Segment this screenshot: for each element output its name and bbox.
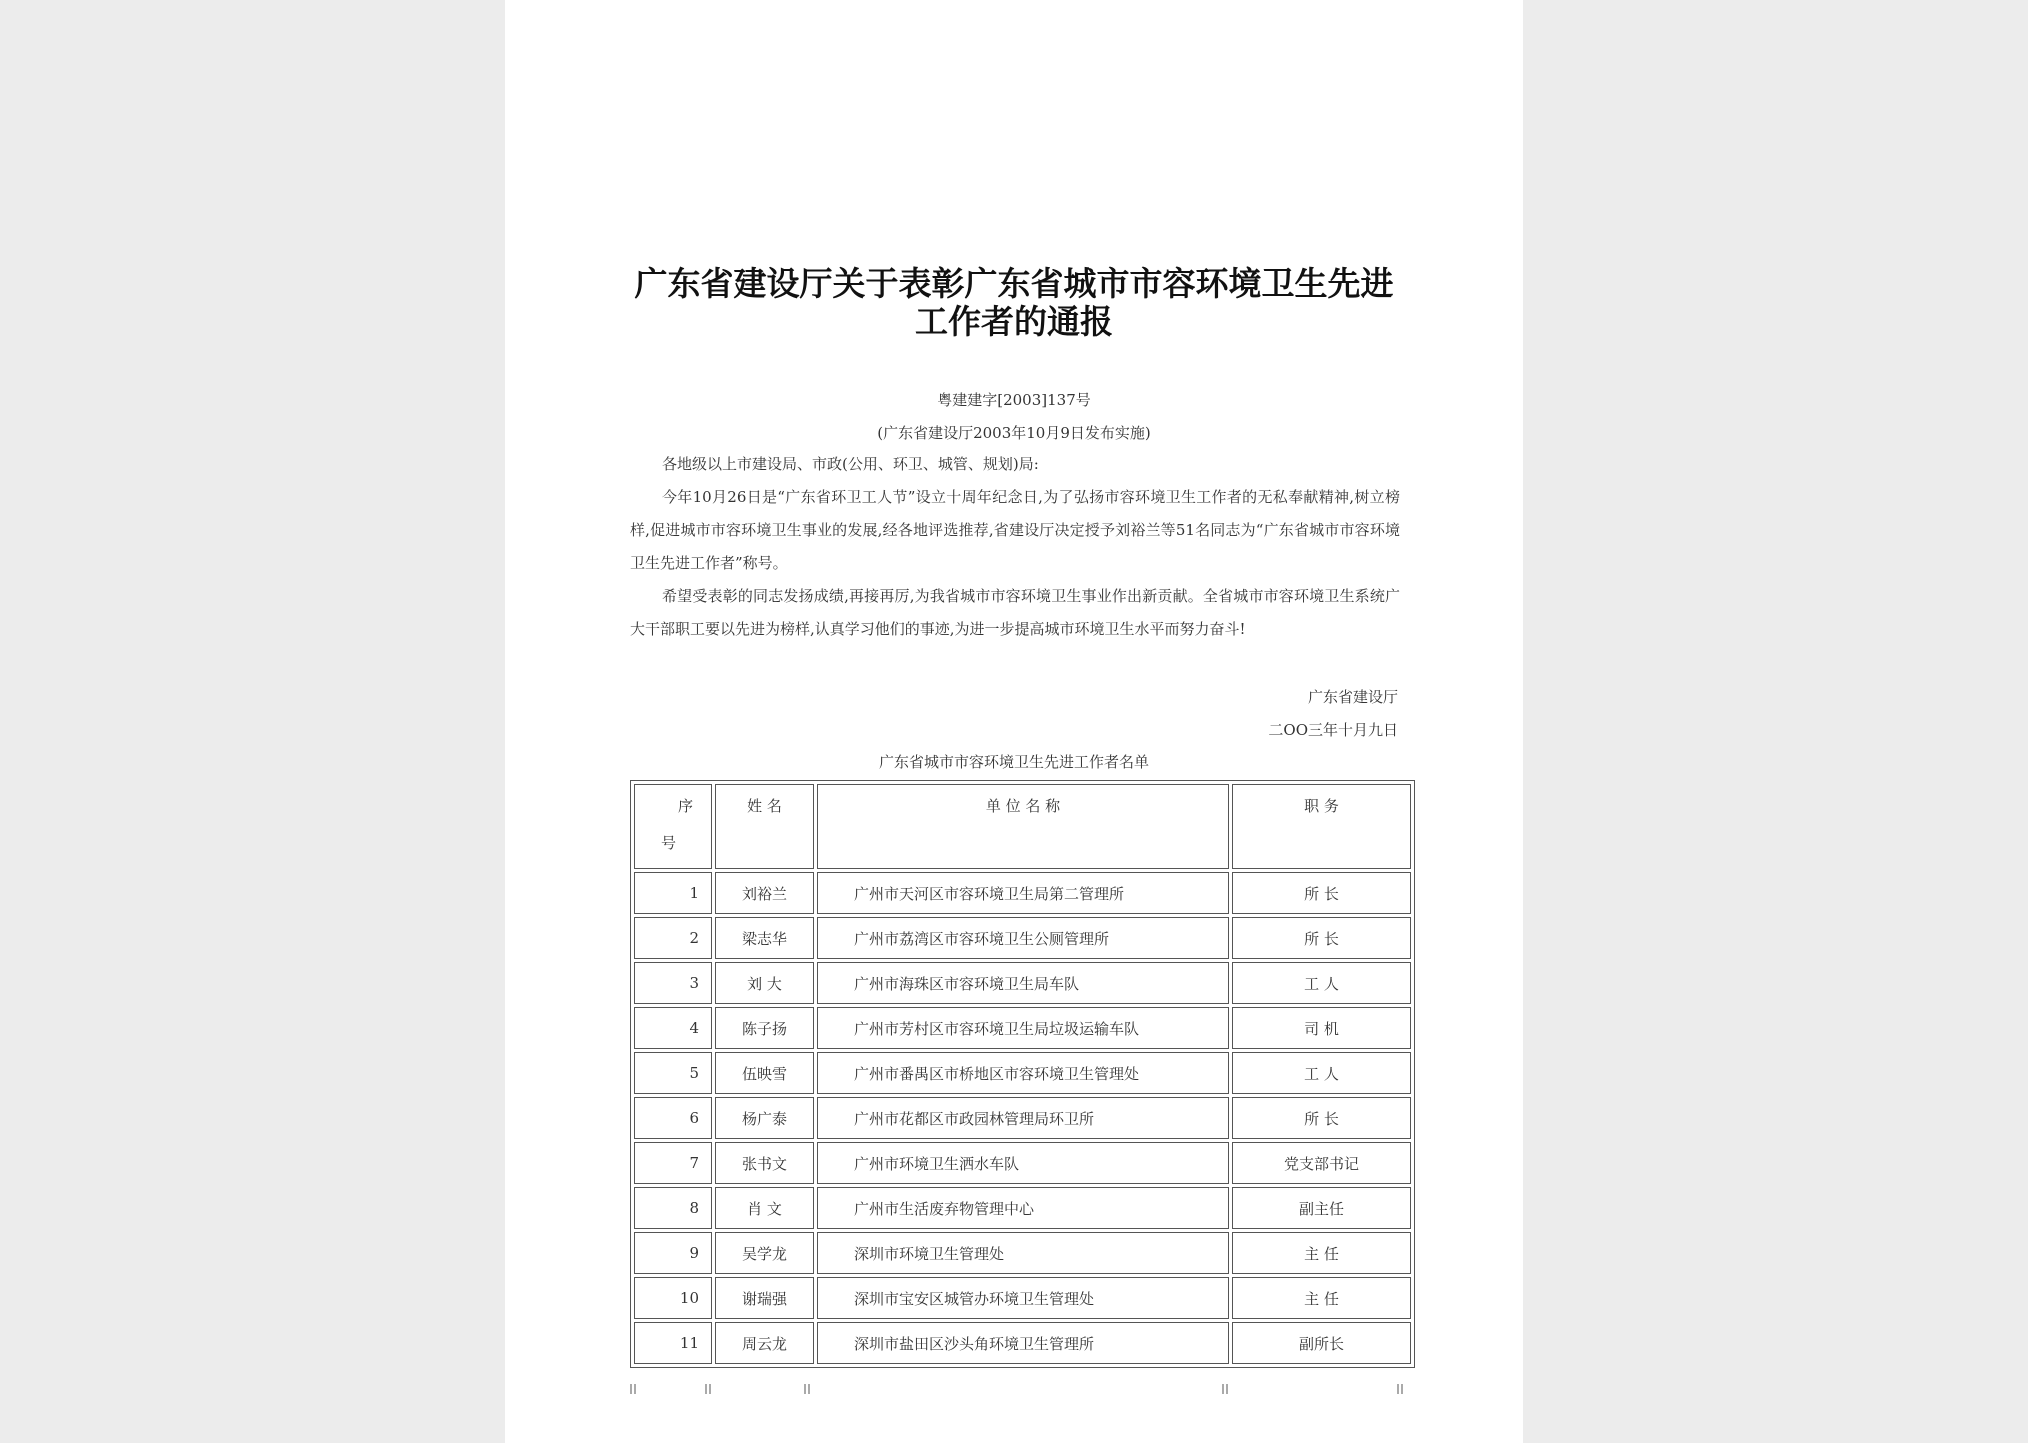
cell-unit: 广州市环境卫生洒水车队 <box>817 1142 1229 1184</box>
cell-seq: 10 <box>634 1277 712 1319</box>
cell-seq: 9 <box>634 1232 712 1274</box>
cell-job: 所 长 <box>1232 1097 1411 1139</box>
cell-name: 张书文 <box>715 1142 814 1184</box>
cell-job: 主 任 <box>1232 1232 1411 1274</box>
table-row <box>634 1277 1411 1319</box>
cell-unit: 深圳市宝安区城管办环境卫生管理处 <box>817 1277 1229 1319</box>
table-title: 广东省城市市容环境卫生先进工作者名单 <box>878 753 1149 771</box>
cell-seq: 2 <box>634 917 712 959</box>
cell-job: 副所长 <box>1232 1322 1411 1364</box>
table-continuation-lines <box>630 1384 1408 1394</box>
document-title-line-1: 广东省建设厅关于表彰广东省城市市容环境卫生先进 <box>634 264 1394 303</box>
cell-unit: 深圳市盐田区沙头角环境卫生管理所 <box>817 1322 1229 1364</box>
header-seq-bottom: 号 <box>661 834 677 852</box>
table-body <box>634 872 1411 1364</box>
issue-note: (广东省建设厅2003年10月9日发布实施) <box>877 424 1151 442</box>
table-row <box>634 1187 1411 1229</box>
paragraph-2: 希望受表彰的同志发扬成绩,再接再厉,为我省城市市容环境卫生事业作出新贡献。全省城市市容环境卫生系统广大干部职工要以先进为榜样,认真学习他们的事迹,为进一步提高城市环境卫生水平而努力奋斗! <box>630 587 1400 638</box>
cell-name: 梁志华 <box>715 917 814 959</box>
cell-seq: 1 <box>634 872 712 914</box>
table-row <box>634 1232 1411 1274</box>
header-seq-top: 序 <box>677 797 693 815</box>
cell-name: 谢瑞强 <box>715 1277 814 1319</box>
document-number: 粤建建字[2003]137号 <box>937 391 1091 409</box>
cell-seq: 8 <box>634 1187 712 1229</box>
cell-job: 党支部书记 <box>1232 1142 1411 1184</box>
cell-job: 所 长 <box>1232 872 1411 914</box>
cell-name: 杨广泰 <box>715 1097 814 1139</box>
cell-seq: 6 <box>634 1097 712 1139</box>
cell-unit: 广州市天河区市容环境卫生局第二管理所 <box>817 872 1229 914</box>
table-row <box>634 1007 1411 1049</box>
table-row <box>634 1052 1411 1094</box>
table-row <box>634 1322 1411 1364</box>
cell-seq: 11 <box>634 1322 712 1364</box>
cell-seq: 7 <box>634 1142 712 1184</box>
cell-unit: 深圳市环境卫生管理处 <box>817 1232 1229 1274</box>
cell-name: 陈子扬 <box>715 1007 814 1049</box>
header-job: 职 务 <box>1232 784 1411 869</box>
cell-name: 刘裕兰 <box>715 872 814 914</box>
cell-unit: 广州市荔湾区市容环境卫生公厕管理所 <box>817 917 1229 959</box>
cell-seq: 5 <box>634 1052 712 1094</box>
paragraph-1: 今年10月26日是“广东省环卫工人节”设立十周年纪念日,为了弘扬市容环境卫生工作者的无私奉献精神,树立榜样,促进城市市容环境卫生事业的发展,经各地评选推荐,省建设厅决定授予刘裕兰等51名同志为“广东省城市市容环境卫生先进工作者”称号。 <box>630 488 1400 572</box>
cell-job: 司 机 <box>1232 1007 1411 1049</box>
signer: 广东省建设厅 <box>1307 688 1398 706</box>
cell-job: 工 人 <box>1232 1052 1411 1094</box>
table-row <box>634 917 1411 959</box>
cell-unit: 广州市海珠区市容环境卫生局车队 <box>817 962 1229 1004</box>
cell-name: 吴学龙 <box>715 1232 814 1274</box>
cell-job: 主 任 <box>1232 1277 1411 1319</box>
page-bottom-clip <box>505 1392 1523 1443</box>
table-row <box>634 1097 1411 1139</box>
cell-unit: 广州市番禺区市桥地区市容环境卫生管理处 <box>817 1052 1229 1094</box>
honoree-table <box>630 780 1415 1368</box>
cell-name: 肖 文 <box>715 1187 814 1229</box>
header-seq <box>634 784 712 869</box>
header-unit: 单 位 名 称 <box>817 784 1229 869</box>
table-row <box>634 1142 1411 1184</box>
cell-name: 伍映雪 <box>715 1052 814 1094</box>
cell-job: 副主任 <box>1232 1187 1411 1229</box>
salutation: 各地级以上市建设局、市政(公用、环卫、城管、规划)局: <box>662 455 1039 473</box>
cell-seq: 3 <box>634 962 712 1004</box>
header-name: 姓 名 <box>715 784 814 869</box>
table-header-row <box>634 784 1411 869</box>
table-row <box>634 962 1411 1004</box>
document-title-line-2: 工作者的通报 <box>915 302 1113 341</box>
issue-date: 二OO三年十月九日 <box>1268 721 1398 739</box>
cell-name: 周云龙 <box>715 1322 814 1364</box>
cell-unit: 广州市花都区市政园林管理局环卫所 <box>817 1097 1229 1139</box>
cell-name: 刘 大 <box>715 962 814 1004</box>
cell-job: 工 人 <box>1232 962 1411 1004</box>
document-page <box>505 0 1523 1443</box>
cell-unit: 广州市芳村区市容环境卫生局垃圾运输车队 <box>817 1007 1229 1049</box>
cell-unit: 广州市生活废弃物管理中心 <box>817 1187 1229 1229</box>
cell-job: 所 长 <box>1232 917 1411 959</box>
cell-seq: 4 <box>634 1007 712 1049</box>
table-row <box>634 872 1411 914</box>
